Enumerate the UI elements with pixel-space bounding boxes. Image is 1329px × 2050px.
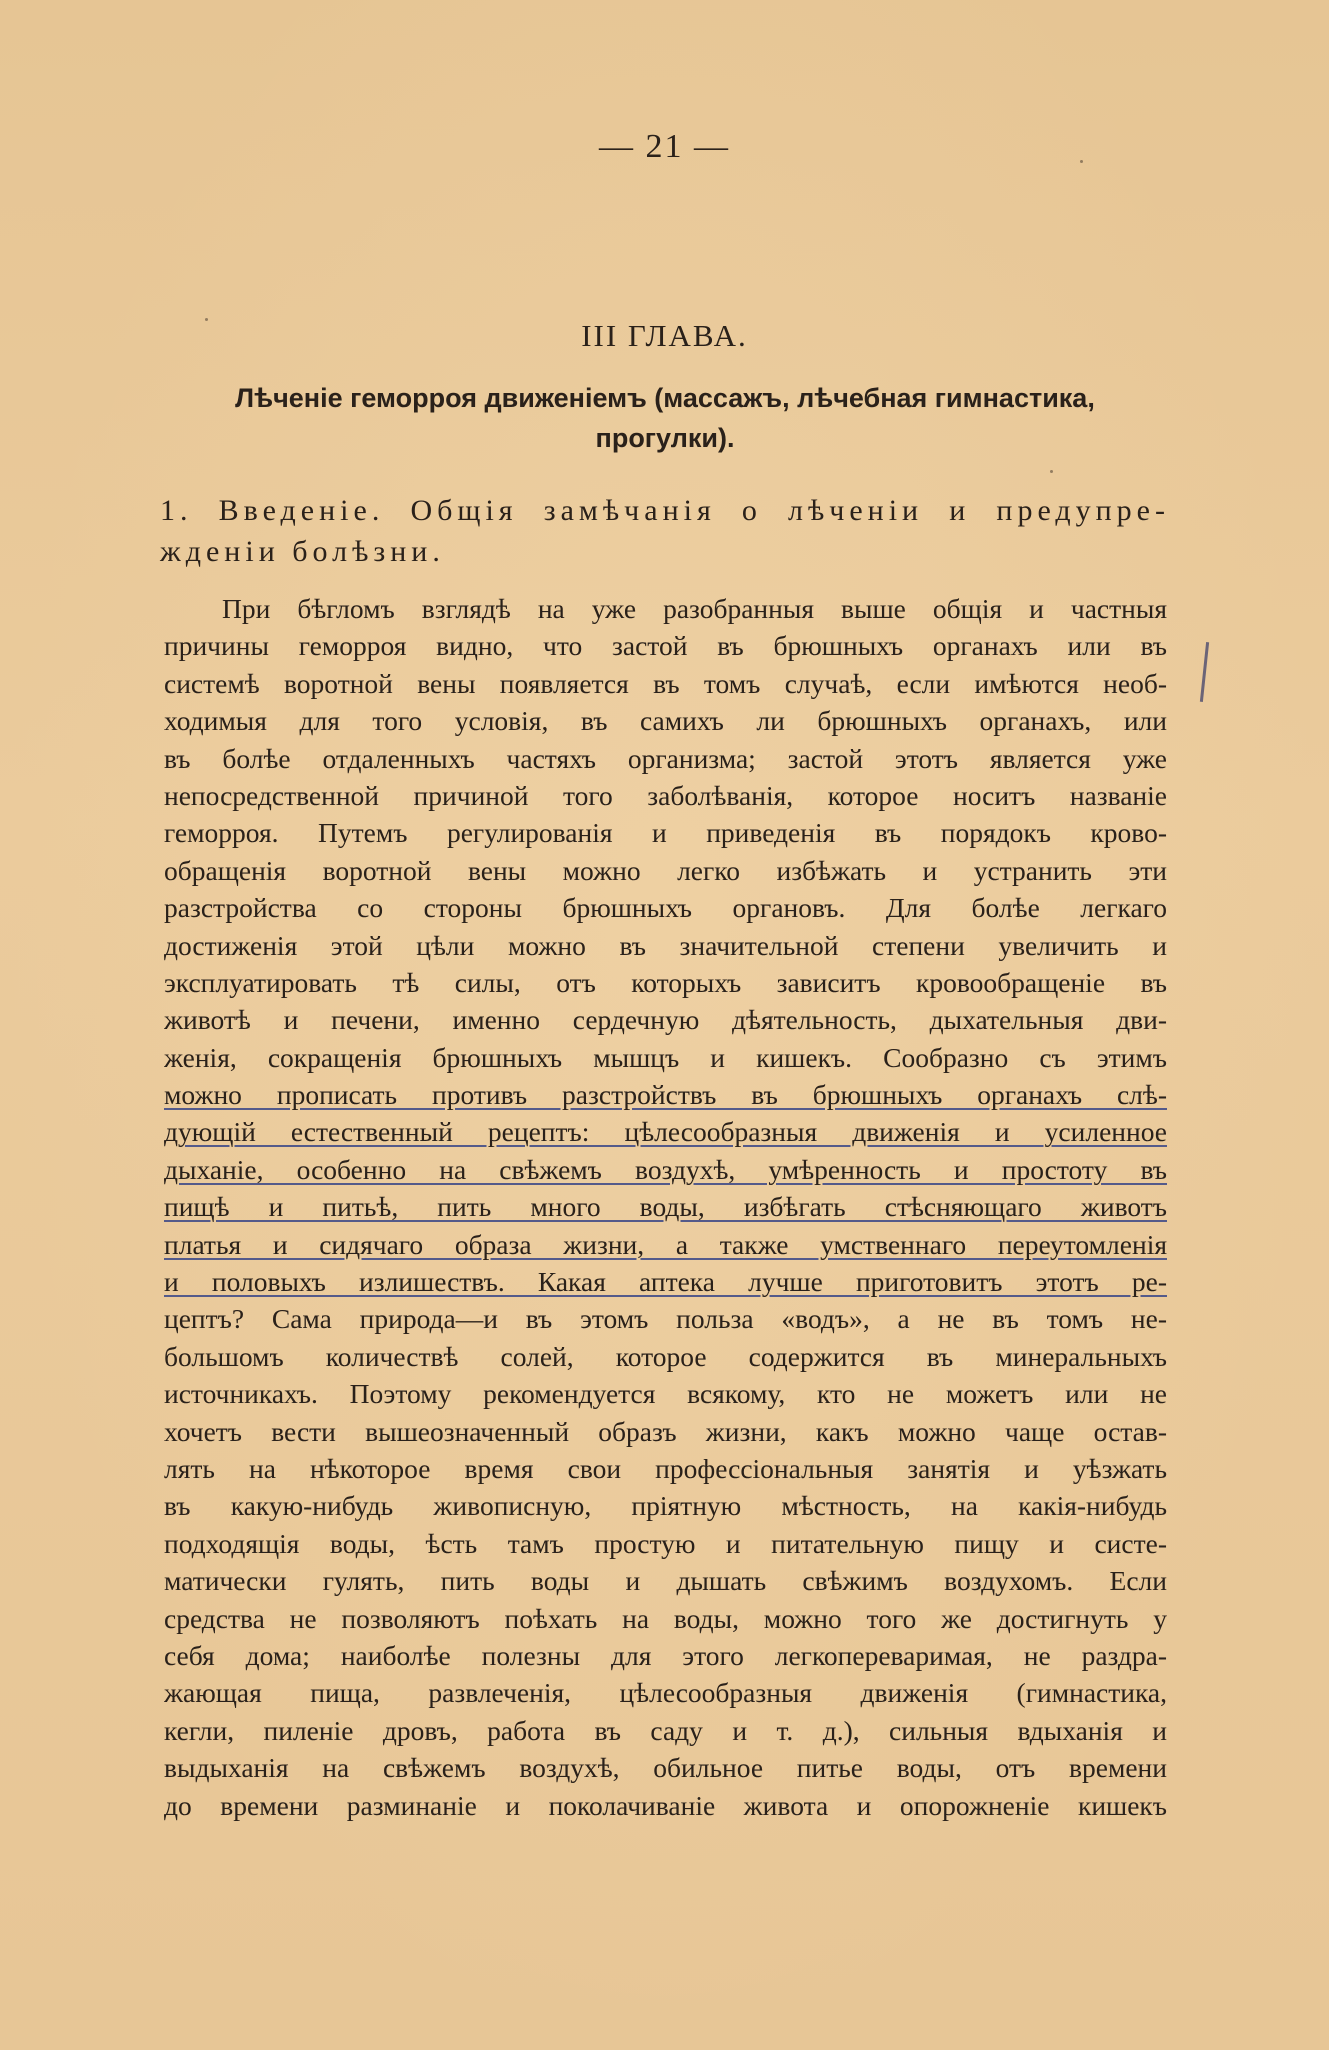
- body-line: до времени разминаніе и поколачиваніе живота и опорожненіе кишекъ: [164, 1789, 1167, 1821]
- body-line: животѣ и печени, именно сердечную дѣятельность, дыхательныя дви-: [164, 1004, 1167, 1036]
- body-line: эксплуатировать тѣ силы, отъ которыхъ зависитъ кровообращеніе въ: [164, 966, 1167, 998]
- chapter-subtitle-line-1: Лѣченіе геморроя движеніемъ (массажъ, лѣчебная гимнастика,: [235, 383, 1095, 413]
- body-line: хочетъ вести вышеозначенный образъ жизни, какъ можно чаще остав-: [164, 1415, 1167, 1447]
- body-line: геморроя. Путемъ регулированія и приведенія въ порядокъ крово-: [164, 817, 1167, 849]
- body-line: въ болѣе отдаленныхъ частяхъ организма; застой этотъ является уже: [164, 742, 1167, 774]
- body-line: матически гулять, пить воды и дышать свѣжимъ воздухомъ. Если: [164, 1565, 1167, 1597]
- body-line: При бѣгломъ взглядѣ на уже разобранныя выше общія и частныя: [222, 593, 1167, 624]
- section-heading: [160, 490, 1170, 572]
- body-line: лять на нѣкоторое время свои профессіональныя занятія и уѣзжать: [164, 1452, 1167, 1484]
- body-line: подходящія воды, ѣсть тамъ простую и питательную пищу и систе-: [164, 1527, 1167, 1559]
- page-number: — 21 —: [599, 128, 730, 165]
- chapter-title: III ГЛАВА.: [581, 318, 748, 353]
- body-line: ходимыя для того условія, въ самихъ ли брюшныхъ органахъ, или: [164, 705, 1167, 737]
- paper-speck: [1080, 160, 1083, 163]
- section-heading-line-2: жденіи болѣзни.: [160, 535, 445, 568]
- section-heading-line-1: 1. Введеніе. Общія замѣчанія о лѣченіи и предупре-: [160, 494, 1170, 527]
- body-line: женія, сокращенія брюшныхъ мышцъ и кишекъ. Сообразно съ этимъ: [164, 1041, 1167, 1073]
- body-line-underlined: платья и сидячаго образа жизни, а также умственнаго переутомленія: [164, 1228, 1167, 1260]
- body-line-underlined: дыханіе, особенно на свѣжемъ воздухѣ, умѣренность и простоту въ: [164, 1153, 1167, 1185]
- body-line: себя дома; наиболѣе полезны для этого легкопереваримая, не раздра-: [164, 1639, 1167, 1671]
- body-line: жающая пища, развлеченія, цѣлесообразныя движенія (гимнастика,: [164, 1677, 1167, 1709]
- pencil-margin-mark: [1200, 642, 1209, 702]
- body-line: въ какую-нибудь живописную, пріятную мѣстность, на какія-нибудь: [164, 1490, 1167, 1522]
- paper-speck: [205, 318, 208, 321]
- chapter-subtitle-line-2: прогулки).: [595, 423, 735, 453]
- body-line: выдыханія на свѣжемъ воздухѣ, обильное питье воды, отъ времени: [164, 1752, 1167, 1784]
- body-line: обращенія воротной вены можно легко избѣжать и устранить эти: [164, 854, 1167, 886]
- body-line: большомъ количествѣ солей, которое содержится въ минеральныхъ: [164, 1340, 1167, 1372]
- body-line: системѣ воротной вены появляется въ томъ случаѣ, если имѣются необ-: [164, 667, 1167, 699]
- body-line: кегли, пиленіе дровъ, работа въ саду и т. д.), сильныя вдыханія и: [164, 1714, 1167, 1746]
- paper-speck: [1050, 470, 1053, 473]
- body-line: причины геморроя видно, что застой въ брюшныхъ органахъ или въ: [164, 630, 1167, 662]
- body-line-underlined: пищѣ и питьѣ, пить много воды, избѣгать стѣсняющаго животъ: [164, 1191, 1167, 1223]
- body-line: достиженія этой цѣли можно въ значительной степени увеличить и: [164, 929, 1167, 961]
- body-line: цептъ? Сама природа—и въ этомъ польза «водъ», а не въ томъ не-: [164, 1303, 1167, 1335]
- body-line-underlined: дующій естественный рецептъ: цѣлесообразныя движенія и усиленное: [164, 1116, 1167, 1148]
- body-line-underlined: можно прописать противъ разстройствъ въ брюшныхъ органахъ слѣ-: [164, 1079, 1167, 1111]
- body-paragraph: [164, 590, 1167, 1824]
- chapter-subtitle: [200, 378, 1130, 458]
- body-line: разстройства со стороны брюшныхъ органовъ. Для болѣе легкаго: [164, 892, 1167, 924]
- body-line-underlined: и половыхъ излишествъ. Какая аптека лучше приготовитъ этотъ ре-: [164, 1266, 1167, 1298]
- body-line: непосредственной причиной того заболѣванія, которое носитъ названіе: [164, 779, 1167, 811]
- body-line: источникахъ. Поэтому рекомендуется всякому, кто не можетъ или не: [164, 1378, 1167, 1410]
- body-line: средства не позволяютъ поѣхать на воды, можно того же достигнуть у: [164, 1602, 1167, 1634]
